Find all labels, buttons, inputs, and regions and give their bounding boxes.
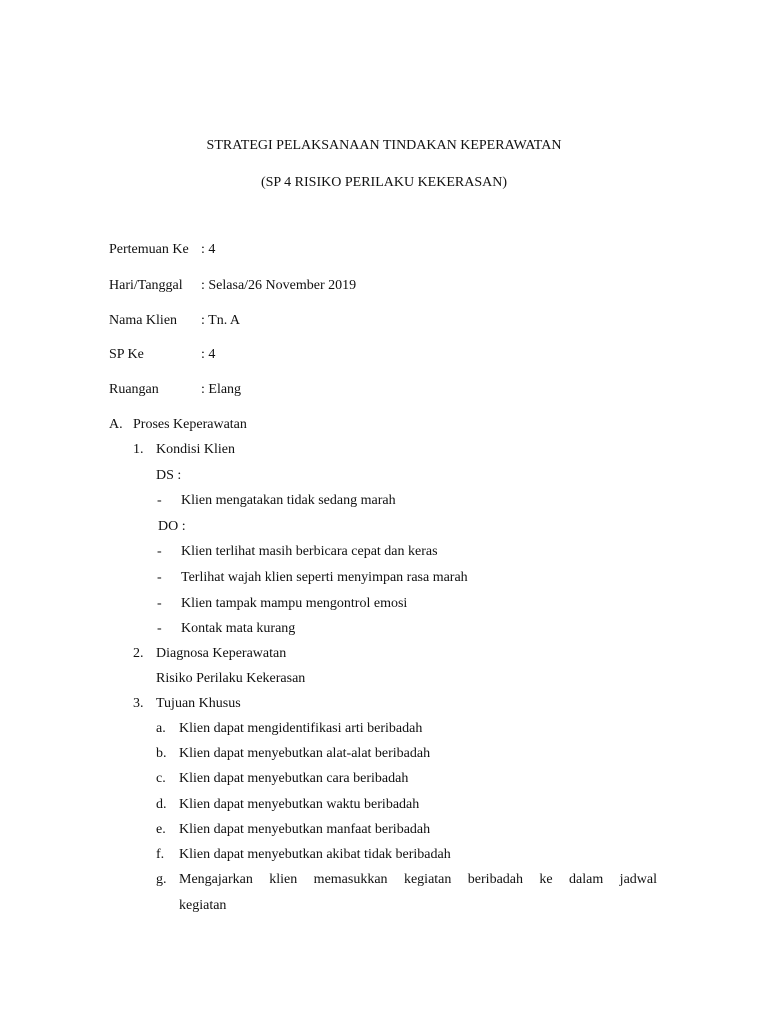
do-bullet: -: [157, 570, 162, 585]
tujuan-item-marker: g.: [156, 872, 167, 887]
info-label-pertemuan: Pertemuan Ke: [109, 242, 189, 257]
tujuan-item-text: Klien dapat menyebutkan waktu beribadah: [179, 797, 420, 812]
info-value-nama-klien: : Tn. A: [201, 313, 241, 328]
kondisi-marker: 1.: [133, 442, 144, 457]
tujuan-item-text: Klien dapat menyebutkan cara beribadah: [179, 771, 409, 786]
do-label: DO :: [158, 519, 186, 534]
do-item: Terlihat wajah klien seperti menyimpan rasa marah: [181, 570, 468, 585]
info-label-ruangan: Ruangan: [109, 382, 159, 397]
document-subtitle: (SP 4 RISIKO PERILAKU KEKERASAN): [260, 175, 508, 190]
info-value-hari-tanggal: : Selasa/26 November 2019: [201, 278, 357, 293]
do-bullet: -: [157, 621, 162, 636]
tujuan-marker: 3.: [133, 696, 144, 711]
document-title: STRATEGI PELAKSANAAN TINDAKAN KEPERAWATAN: [206, 138, 562, 153]
tujuan-item-marker: c.: [156, 771, 166, 786]
ds-item: Klien mengatakan tidak sedang marah: [181, 493, 396, 508]
tujuan-item-continuation: kegiatan: [179, 898, 227, 913]
do-bullet: -: [157, 544, 162, 559]
section-title: Proses Keperawatan: [133, 417, 247, 432]
tujuan-item-text: Klien dapat mengidentifikasi arti beribadah: [179, 721, 423, 736]
tujuan-item-text: Klien dapat menyebutkan alat-alat beribadah: [179, 746, 431, 761]
kondisi-title: Kondisi Klien: [156, 442, 235, 457]
tujuan-item-marker: a.: [156, 721, 166, 736]
info-value-sp-ke: : 4: [201, 347, 216, 362]
tujuan-item-marker: e.: [156, 822, 166, 837]
tujuan-item-marker: d.: [156, 797, 167, 812]
do-item: Klien terlihat masih berbicara cepat dan keras: [181, 544, 438, 559]
do-item: Kontak mata kurang: [181, 621, 296, 636]
info-label-hari-tanggal: Hari/Tanggal: [109, 278, 183, 293]
info-value-ruangan: : Elang: [201, 382, 242, 397]
tujuan-item-text: Klien dapat menyebutkan manfaat beribadah: [179, 822, 431, 837]
ds-bullet: -: [157, 493, 162, 508]
info-label-nama-klien: Nama Klien: [109, 313, 178, 328]
diagnosa-text: Risiko Perilaku Kekerasan: [156, 671, 306, 686]
do-bullet: -: [157, 596, 162, 611]
info-label-sp-ke: SP Ke: [109, 347, 144, 362]
diagnosa-title: Diagnosa Keperawatan: [156, 646, 287, 661]
tujuan-item-text: Mengajarkan klien memasukkan kegiatan beribadah ke dalam jadwal: [179, 872, 657, 887]
ds-label: DS :: [156, 468, 182, 483]
info-value-pertemuan: : 4: [201, 242, 216, 257]
section-marker: A.: [109, 417, 123, 432]
tujuan-item-marker: f.: [156, 847, 165, 862]
tujuan-item-marker: b.: [156, 746, 167, 761]
diagnosa-marker: 2.: [133, 646, 144, 661]
do-item: Klien tampak mampu mengontrol emosi: [181, 596, 408, 611]
tujuan-title: Tujuan Khusus: [156, 696, 241, 711]
tujuan-item-text: Klien dapat menyebutkan akibat tidak beribadah: [179, 847, 451, 862]
